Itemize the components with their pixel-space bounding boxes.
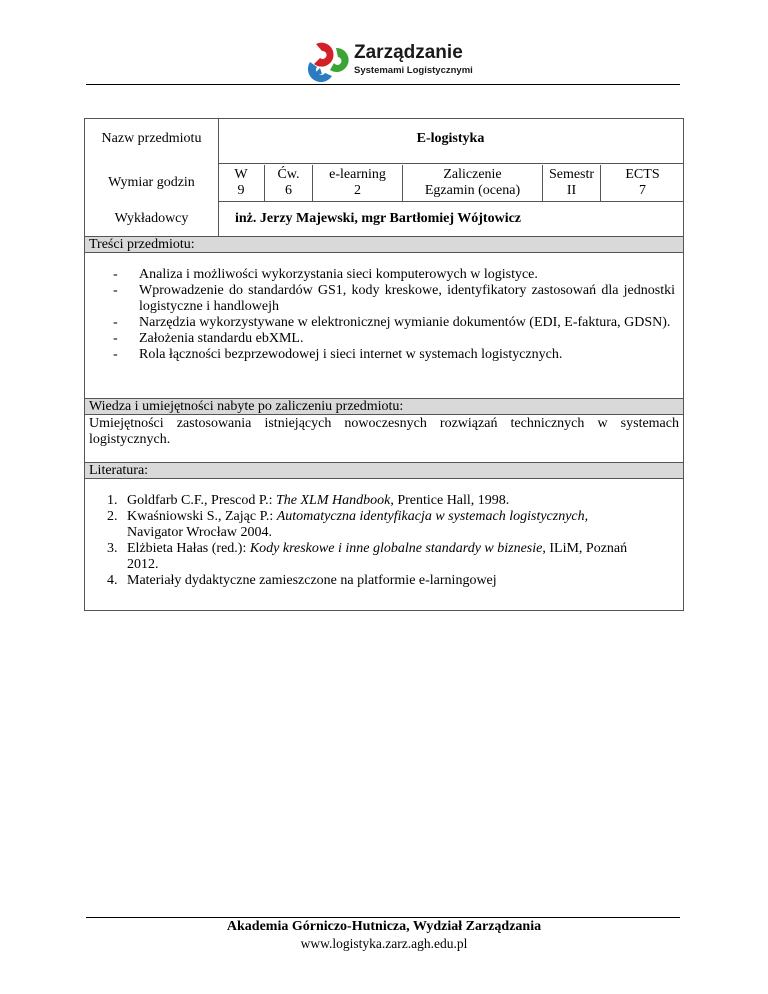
- list-item: 2. Kwaśniowski S., Zając P.: Automatyczna identyfikacja w systemach logistycznych, Navigator Wrocław 2004.: [107, 509, 589, 540]
- literature-section: [84, 479, 684, 611]
- list-item: 3. Elżbieta Hałas (red.): Kody kreskowe i inne globalne standardy w biznesie, ILiM, Poznań 2012.: [107, 541, 628, 572]
- list-item: 1. Goldfarb C.F., Prescod P.: The XLM Handbook, Prentice Hall, 1998.: [107, 493, 510, 508]
- hours-zaliczenie: Zaliczenie Egzamin (ocena): [402, 165, 542, 201]
- logo: [302, 38, 482, 88]
- lecturers-value: inż. Jerzy Majewski, mgr Bartłomiej Wójtowicz: [235, 211, 522, 226]
- literature-heading: Literatura:: [84, 462, 684, 479]
- lecturers-label: Wykładowcy: [114, 211, 189, 226]
- logo-title: Zarządzanie: [354, 42, 463, 63]
- skills-heading: Wiedza i umiejętności nabyte po zaliczeniu przedmiotu:: [84, 398, 684, 415]
- content-section: [84, 253, 684, 399]
- literature-list: [107, 493, 643, 589]
- logo-mark-icon: [302, 38, 350, 86]
- hours-label: Wymiar godzin: [108, 175, 195, 190]
- list-item: - Wprowadzenie do standardów GS1, kody kreskowe, identyfikatory zastosowań dla jednostki logistyczne i handlowejh: [107, 283, 675, 315]
- skills-text: Umiejętności zastosowania istniejących nowoczesnych rozwiązań technicznych w systemach logistycznych.: [89, 416, 679, 447]
- skills-section: [84, 415, 684, 463]
- list-item: 4. Materiały dydaktyczne zamieszczone na platformie e-larningowej: [107, 573, 497, 588]
- hours-cw: Ćw. 6: [264, 165, 312, 201]
- list-item: - Analiza i możliwości wykorzystania sieci komputerowych w logistyce.: [107, 267, 675, 283]
- logo-subtitle: Systemami Logistycznymi: [354, 65, 473, 76]
- course-info-table: [84, 118, 684, 238]
- hours-semestr: Semestr II: [542, 165, 600, 201]
- hours-ects: ECTS 7: [600, 165, 684, 201]
- list-item: - Założenia standardu ebXML.: [107, 331, 675, 347]
- hours-row: [218, 165, 683, 201]
- hours-elearning: e-learning 2: [312, 165, 402, 201]
- content-list: [107, 267, 675, 363]
- content-heading: Treści przedmiotu:: [84, 236, 684, 253]
- footer-divider: [86, 917, 680, 918]
- subject-label: Nazw przedmiotu: [101, 131, 202, 146]
- list-item: - Narzędzia wykorzystywane w elektronicznej wymianie dokumentów (EDI, E-faktura, GDSN).: [107, 315, 675, 331]
- subject-name: E-logistyka: [416, 131, 485, 146]
- list-item: - Rola łączności bezprzewodowej i sieci internet w systemach logistycznych.: [107, 347, 675, 363]
- footer-institution: Akademia Górniczo-Hutnicza, Wydział Zarządzania: [226, 919, 542, 934]
- footer-url: www.logistyka.zarz.agh.edu.pl: [300, 936, 468, 951]
- hours-w: W 9: [234, 167, 248, 198]
- header-divider: [86, 84, 680, 85]
